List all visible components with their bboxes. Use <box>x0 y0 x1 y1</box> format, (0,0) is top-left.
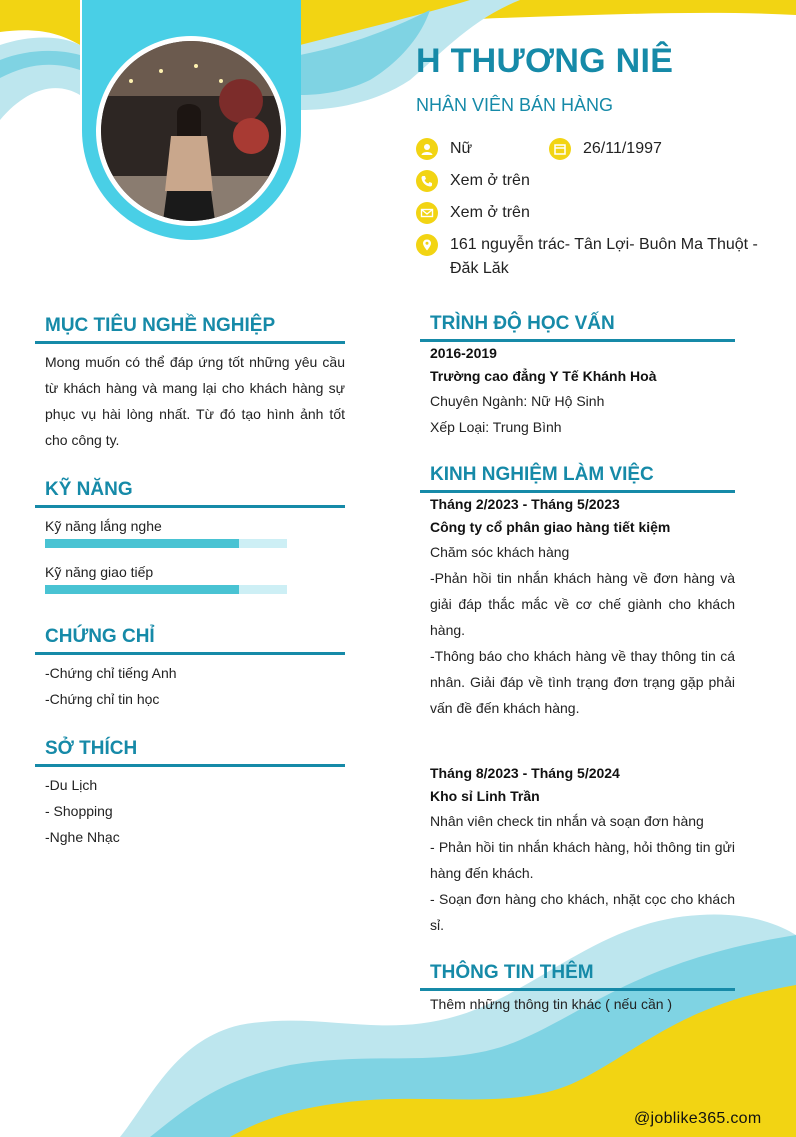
job-role: Nhân viên check tin nhắn và soạn đơn hàng <box>430 813 704 829</box>
avatar <box>96 36 286 226</box>
gender-value: Nữ <box>450 140 473 157</box>
email-value: Xem ở trên <box>450 204 530 221</box>
job-description: - Phản hồi tin nhắn khách hàng, hỏi thông tin gửi hàng đến khách. <box>430 839 735 881</box>
birthday-value: 26/11/1997 <box>583 140 662 157</box>
hobbies-divider <box>35 764 345 767</box>
candidate-name: H THƯƠNG NIÊ <box>416 42 674 80</box>
skill-label: Kỹ năng lắng nghe <box>45 518 162 534</box>
hobby-item: -Du Lịch <box>45 777 98 793</box>
skill-bar <box>45 585 287 594</box>
hobby-item: - Shopping <box>45 803 113 819</box>
objective-divider <box>35 341 345 344</box>
objective-text: Mong muốn có thể đáp ứng tốt những yêu cầu từ khách hàng và mang lại cho khách hàng sự phục vụ hài lòng nhất. Từ đó tạo hình ảnh tốt cho công ty. <box>45 354 345 448</box>
job-role: Chăm sóc khách hàng <box>430 544 570 560</box>
certificates-divider <box>35 652 345 655</box>
job-company: Kho sỉ Linh Trần <box>430 788 540 804</box>
certificates-title: CHỨNG CHỈ <box>45 626 155 647</box>
more-info-text: Thêm những thông tin khác ( nếu cần ) <box>430 996 673 1012</box>
phone-icon <box>416 170 438 192</box>
user-icon <box>416 138 438 160</box>
job-description: -Thông báo cho khách hàng về thay thông tin cá nhân. Giải đáp về tình trạng đơn trạng gặp phải vấn đề đến khách hàng. <box>430 648 735 716</box>
job-company: Công ty cổ phân giao hàng tiết kiệm <box>430 519 671 535</box>
email-row <box>416 202 530 225</box>
address-row <box>416 234 758 281</box>
phone-value: Xem ở trên <box>450 172 530 189</box>
footer-site: @joblike365.com <box>634 1110 762 1127</box>
job-period: Tháng 2/2023 - Tháng 5/2023 <box>430 496 620 512</box>
hobby-item: -Nghe Nhạc <box>45 829 120 845</box>
job-title: NHÂN VIÊN BÁN HÀNG <box>416 95 614 115</box>
education-school: Trường cao đẳng Y Tế Khánh Hoà <box>430 368 657 384</box>
skills-title: KỸ NĂNG <box>45 479 133 500</box>
location-pin-icon <box>416 234 438 256</box>
skills-divider <box>35 505 345 508</box>
experience-title: KINH NGHIỆM LÀM VIỆC <box>430 464 654 485</box>
mail-icon <box>416 202 438 224</box>
education-grade: Xếp Loại: Trung Bình <box>430 419 562 435</box>
education-period: 2016-2019 <box>430 345 497 361</box>
calendar-icon <box>549 138 571 160</box>
phone-row <box>416 170 530 193</box>
birthday-row <box>549 138 662 161</box>
job-period: Tháng 8/2023 - Tháng 5/2024 <box>430 765 620 781</box>
skill-label: Kỹ năng giao tiếp <box>45 564 154 580</box>
address-line-2: Đăk Lăk <box>450 260 509 277</box>
skill-bar-fill <box>45 585 239 594</box>
skill-bar <box>45 539 287 548</box>
gender-row <box>416 138 472 161</box>
objective-title: MỤC TIÊU NGHỀ NGHIỆP <box>45 315 276 336</box>
job-description: -Phản hồi tin nhắn khách hàng về đơn hàng và giải đáp thắc mắc về cơ chế giành cho khách hàng. <box>430 570 735 638</box>
education-title: TRÌNH ĐỘ HỌC VẤN <box>430 313 615 334</box>
skill-bar-fill <box>45 539 239 548</box>
certificate-item: -Chứng chỉ tiếng Anh <box>45 665 177 681</box>
address-value <box>450 233 758 281</box>
avatar-photo <box>101 41 281 221</box>
job-description: - Soạn đơn hàng cho khách, nhặt cọc cho khách sỉ. <box>430 891 735 933</box>
certificate-item: -Chứng chỉ tin học <box>45 691 160 707</box>
address-line-1: 161 nguyễn trác- Tân Lợi- Buôn Ma Thuột - <box>450 236 758 253</box>
education-major: Chuyên Ngành: Nữ Hộ Sinh <box>430 393 605 409</box>
hobbies-title: SỞ THÍCH <box>45 738 138 759</box>
more-info-title: THÔNG TIN THÊM <box>430 962 594 983</box>
